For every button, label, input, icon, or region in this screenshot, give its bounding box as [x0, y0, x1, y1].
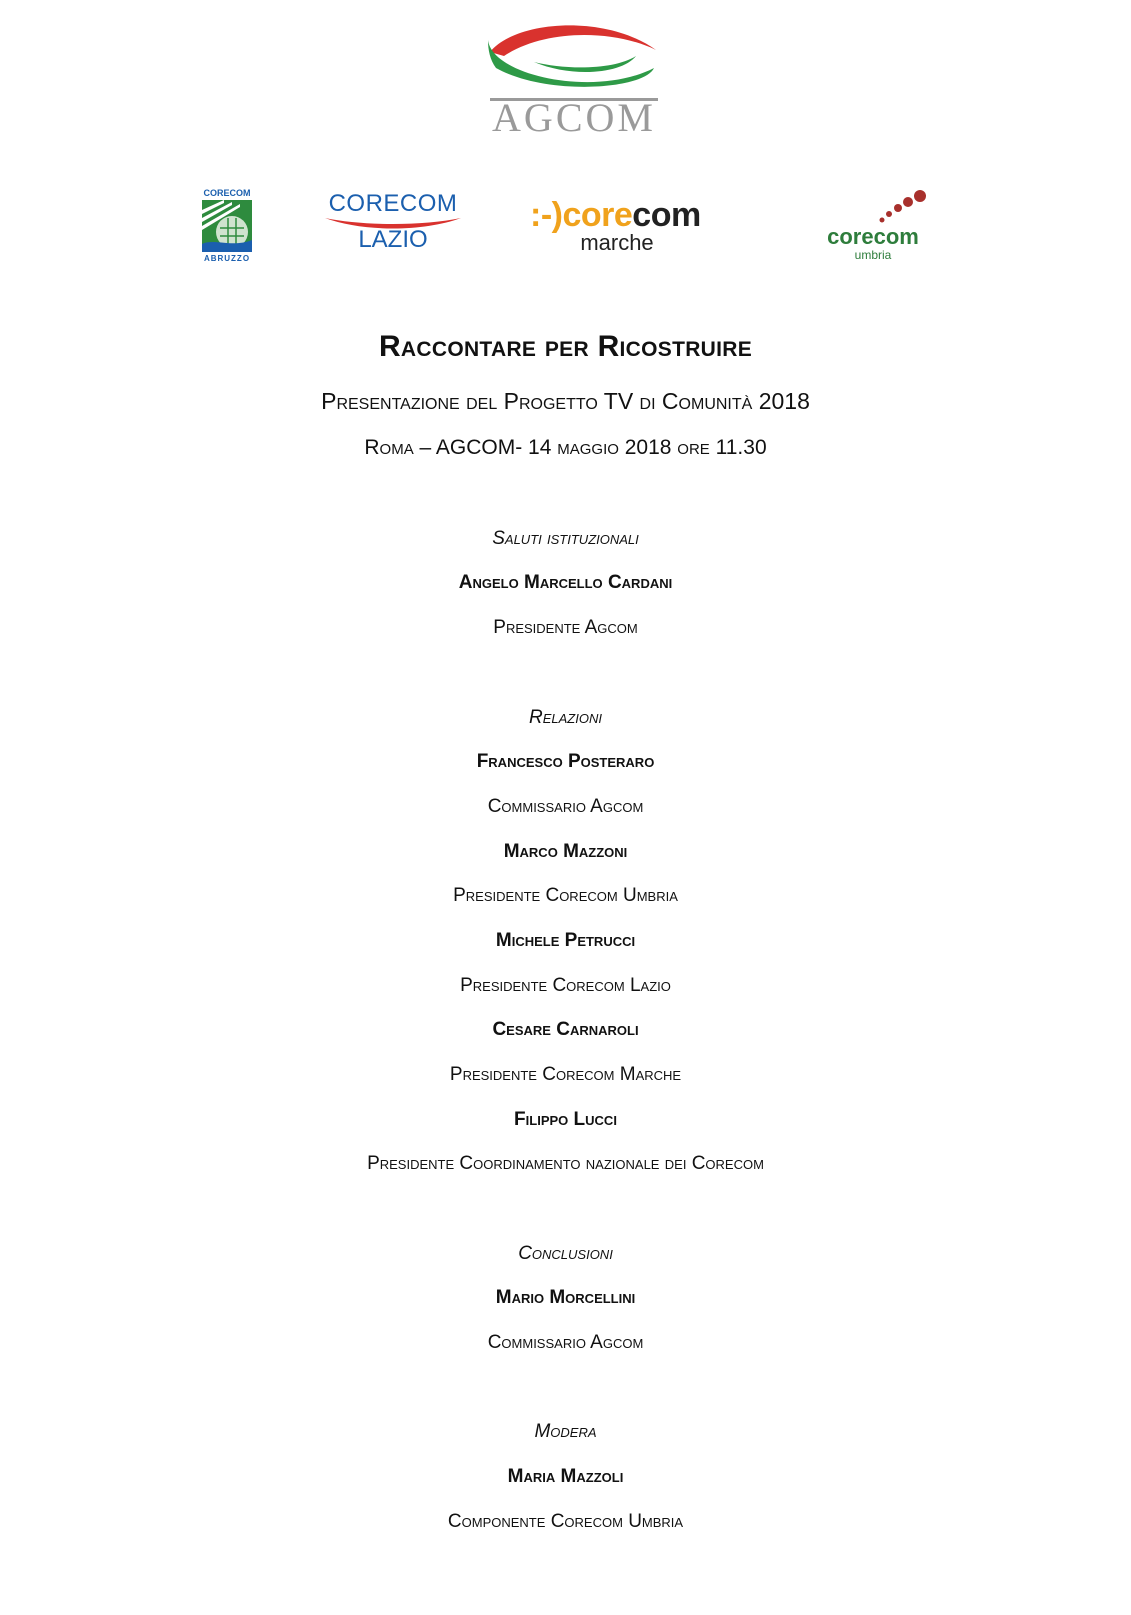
section-heading-relazioni: Relazioni — [529, 707, 602, 728]
corecom-umbria-logo — [818, 190, 928, 264]
agcom-logo-text: AGCOM — [492, 95, 656, 140]
abruzzo-emblem-icon — [202, 200, 252, 252]
umbria-logo-region: umbria — [854, 248, 892, 262]
speaker-name: Cesare Carnaroli — [492, 1019, 639, 1040]
speaker-name: Michele Petrucci — [495, 930, 636, 951]
corecom-lazio-logo — [323, 190, 463, 260]
abruzzo-logo-top-text: CORECOM — [203, 188, 251, 198]
agcom-logo — [486, 16, 662, 138]
event-dateline: Roma – AGCOM- 14 maggio 2018 ore 11.30 — [364, 436, 767, 459]
speaker-role: Presidente Corecom Umbria — [453, 885, 678, 906]
speaker-role: Presidente Corecom Lazio — [460, 975, 671, 996]
speaker-role: Presidente Corecom Marche — [449, 1064, 682, 1085]
speaker-role: Commissario Agcom — [487, 1332, 644, 1353]
lazio-logo-line1: CORECOM — [328, 190, 458, 217]
speaker-role: Componente Corecom Umbria — [447, 1511, 684, 1532]
speaker-name: Angelo Marcello Cardani — [458, 572, 673, 593]
speaker-role: Commissario Agcom — [487, 796, 644, 817]
corecom-marche-logo — [530, 196, 746, 262]
umbria-logo-com: com — [873, 224, 919, 249]
marche-logo-smile: :-) — [530, 196, 563, 234]
speaker-role: Presidente Agcom — [493, 617, 638, 638]
umbria-logo-core: core — [827, 224, 874, 249]
corecom-abruzzo-logo — [200, 188, 254, 266]
speaker-name: Maria Mazzoli — [507, 1466, 624, 1487]
speaker-name: Marco Mazzoni — [503, 841, 628, 862]
marche-logo-core: core — [562, 196, 633, 234]
abruzzo-logo-bottom-text: ABRUZZO — [203, 254, 251, 263]
speaker-name: Filippo Lucci — [514, 1109, 617, 1130]
speaker-name: Francesco Posteraro — [476, 751, 655, 772]
section-heading-modera: Modera — [534, 1421, 597, 1442]
speaker-role: Presidente Coordinamento nazionale dei Corecom — [367, 1153, 764, 1174]
event-subtitle: Presentazione del Progetto TV di Comunità 2018 — [321, 388, 810, 414]
speaker-name: Mario Morcellini — [495, 1287, 636, 1308]
section-heading-conclusioni: Conclusioni — [518, 1243, 613, 1264]
umbria-logo-wordmark — [818, 224, 928, 250]
event-title: Raccontare per Ricostruire — [378, 330, 753, 363]
marche-logo-region: marche — [580, 230, 654, 255]
lazio-logo-line2: LAZIO — [358, 226, 428, 253]
marche-logo-com: com — [632, 196, 701, 234]
section-heading-saluti: Saluti istituzionali — [492, 528, 639, 549]
